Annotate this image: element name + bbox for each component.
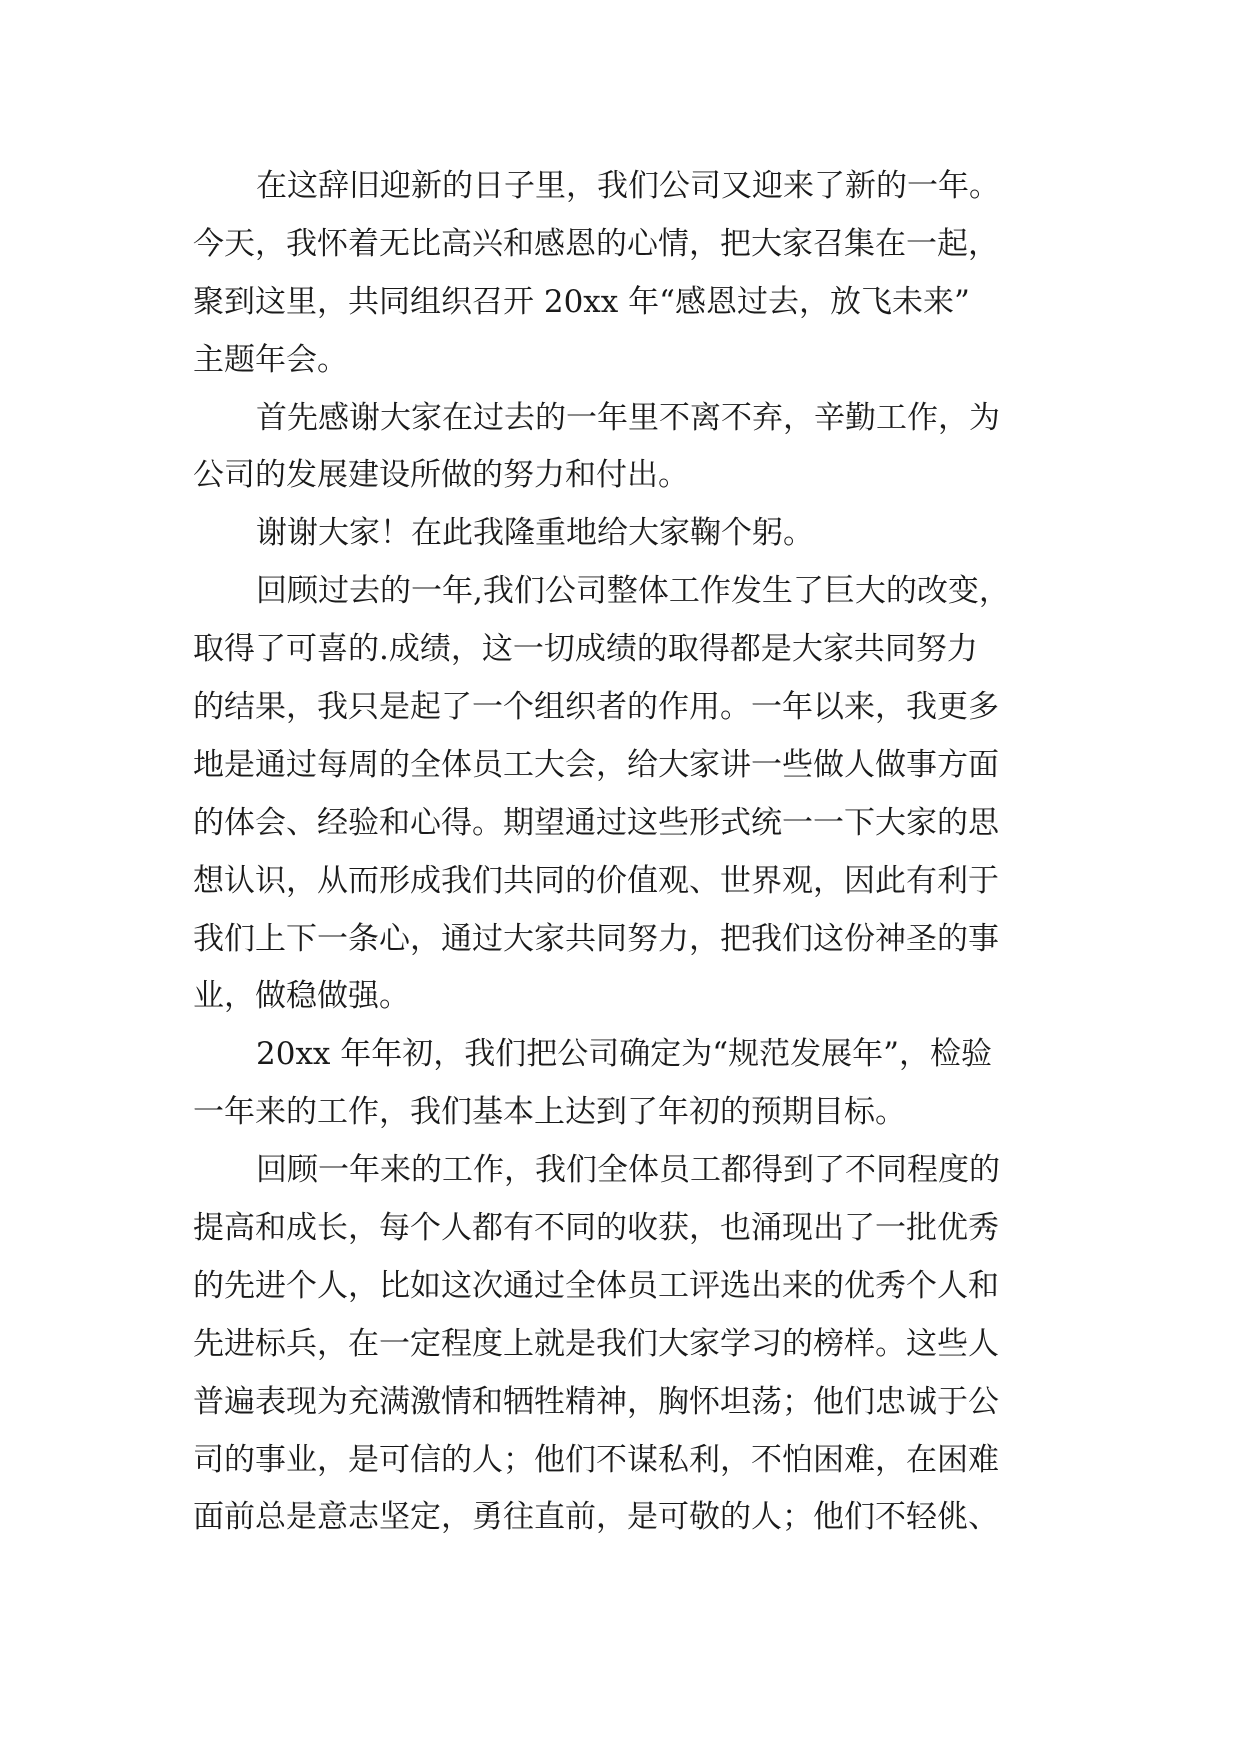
text-line: 今天，我怀着无比高兴和感恩的心情，把大家召集在一起， (193, 225, 999, 262)
text-line: 主题年会。 (193, 341, 348, 378)
text-line: 回顾过去的一年,我们公司整体工作发生了巨大的改变， (256, 573, 1010, 610)
text-line: 面前总是意志坚定，勇往直前，是可敬的人；他们不轻佻、 (193, 1499, 999, 1536)
text-line: 司的事业，是可信的人；他们不谋私利，不怕困难，在困难 (193, 1441, 999, 1478)
text-line: 地是通过每周的全体员工大会，给大家讲一些做人做事方面 (193, 746, 999, 783)
text-line: 先进标兵，在一定程度上就是我们大家学习的榜样。这些人 (193, 1325, 999, 1362)
text-line: 的先进个人，比如这次通过全体员工评选出来的优秀个人和 (193, 1267, 999, 1304)
text-line: 普遍表现为充满激情和牺牲精神，胸怀坦荡；他们忠诚于公 (193, 1383, 999, 1420)
text-line: 提高和成长，每个人都有不同的收获，也涌现出了一批优秀 (193, 1210, 999, 1247)
text-line: 想认识，从而形成我们共同的价值观、世界观，因此有利于 (193, 862, 999, 899)
text-line: 取得了可喜的.成绩，这一切成绩的取得都是大家共同努力 (193, 631, 978, 668)
text-line: 聚到这里，共同组织召开 20xx 年“感恩过去，放飞未来” (193, 283, 970, 320)
text-line: 公司的发展建设所做的努力和付出。 (193, 457, 689, 494)
text-line: 在这辞旧迎新的日子里，我们公司又迎来了新的一年。 (256, 168, 1000, 204)
text-line: 我们上下一条心，通过大家共同努力，把我们这份神圣的事 (193, 920, 999, 957)
text-line: 谢谢大家！在此我隆重地给大家鞠个躬。 (256, 515, 814, 552)
text-line: 回顾一年来的工作，我们全体员工都得到了不同程度的 (256, 1152, 1000, 1189)
text-line: 的体会、经验和心得。期望通过这些形式统一一下大家的思 (193, 804, 999, 841)
text-line: 首先感谢大家在过去的一年里不离不弃，辛勤工作，为 (256, 399, 1000, 436)
text-line: 的结果，我只是起了一个组织者的作用。一年以来，我更多 (193, 689, 999, 726)
text-line: 20xx 年年初，我们把公司确定为“规范发展年”，检验 (256, 1036, 992, 1073)
text-line: 一年来的工作，我们基本上达到了年初的预期目标。 (193, 1094, 906, 1131)
body-text (193, 158, 1073, 1547)
text-line: 业，做稳做强。 (193, 978, 410, 1015)
